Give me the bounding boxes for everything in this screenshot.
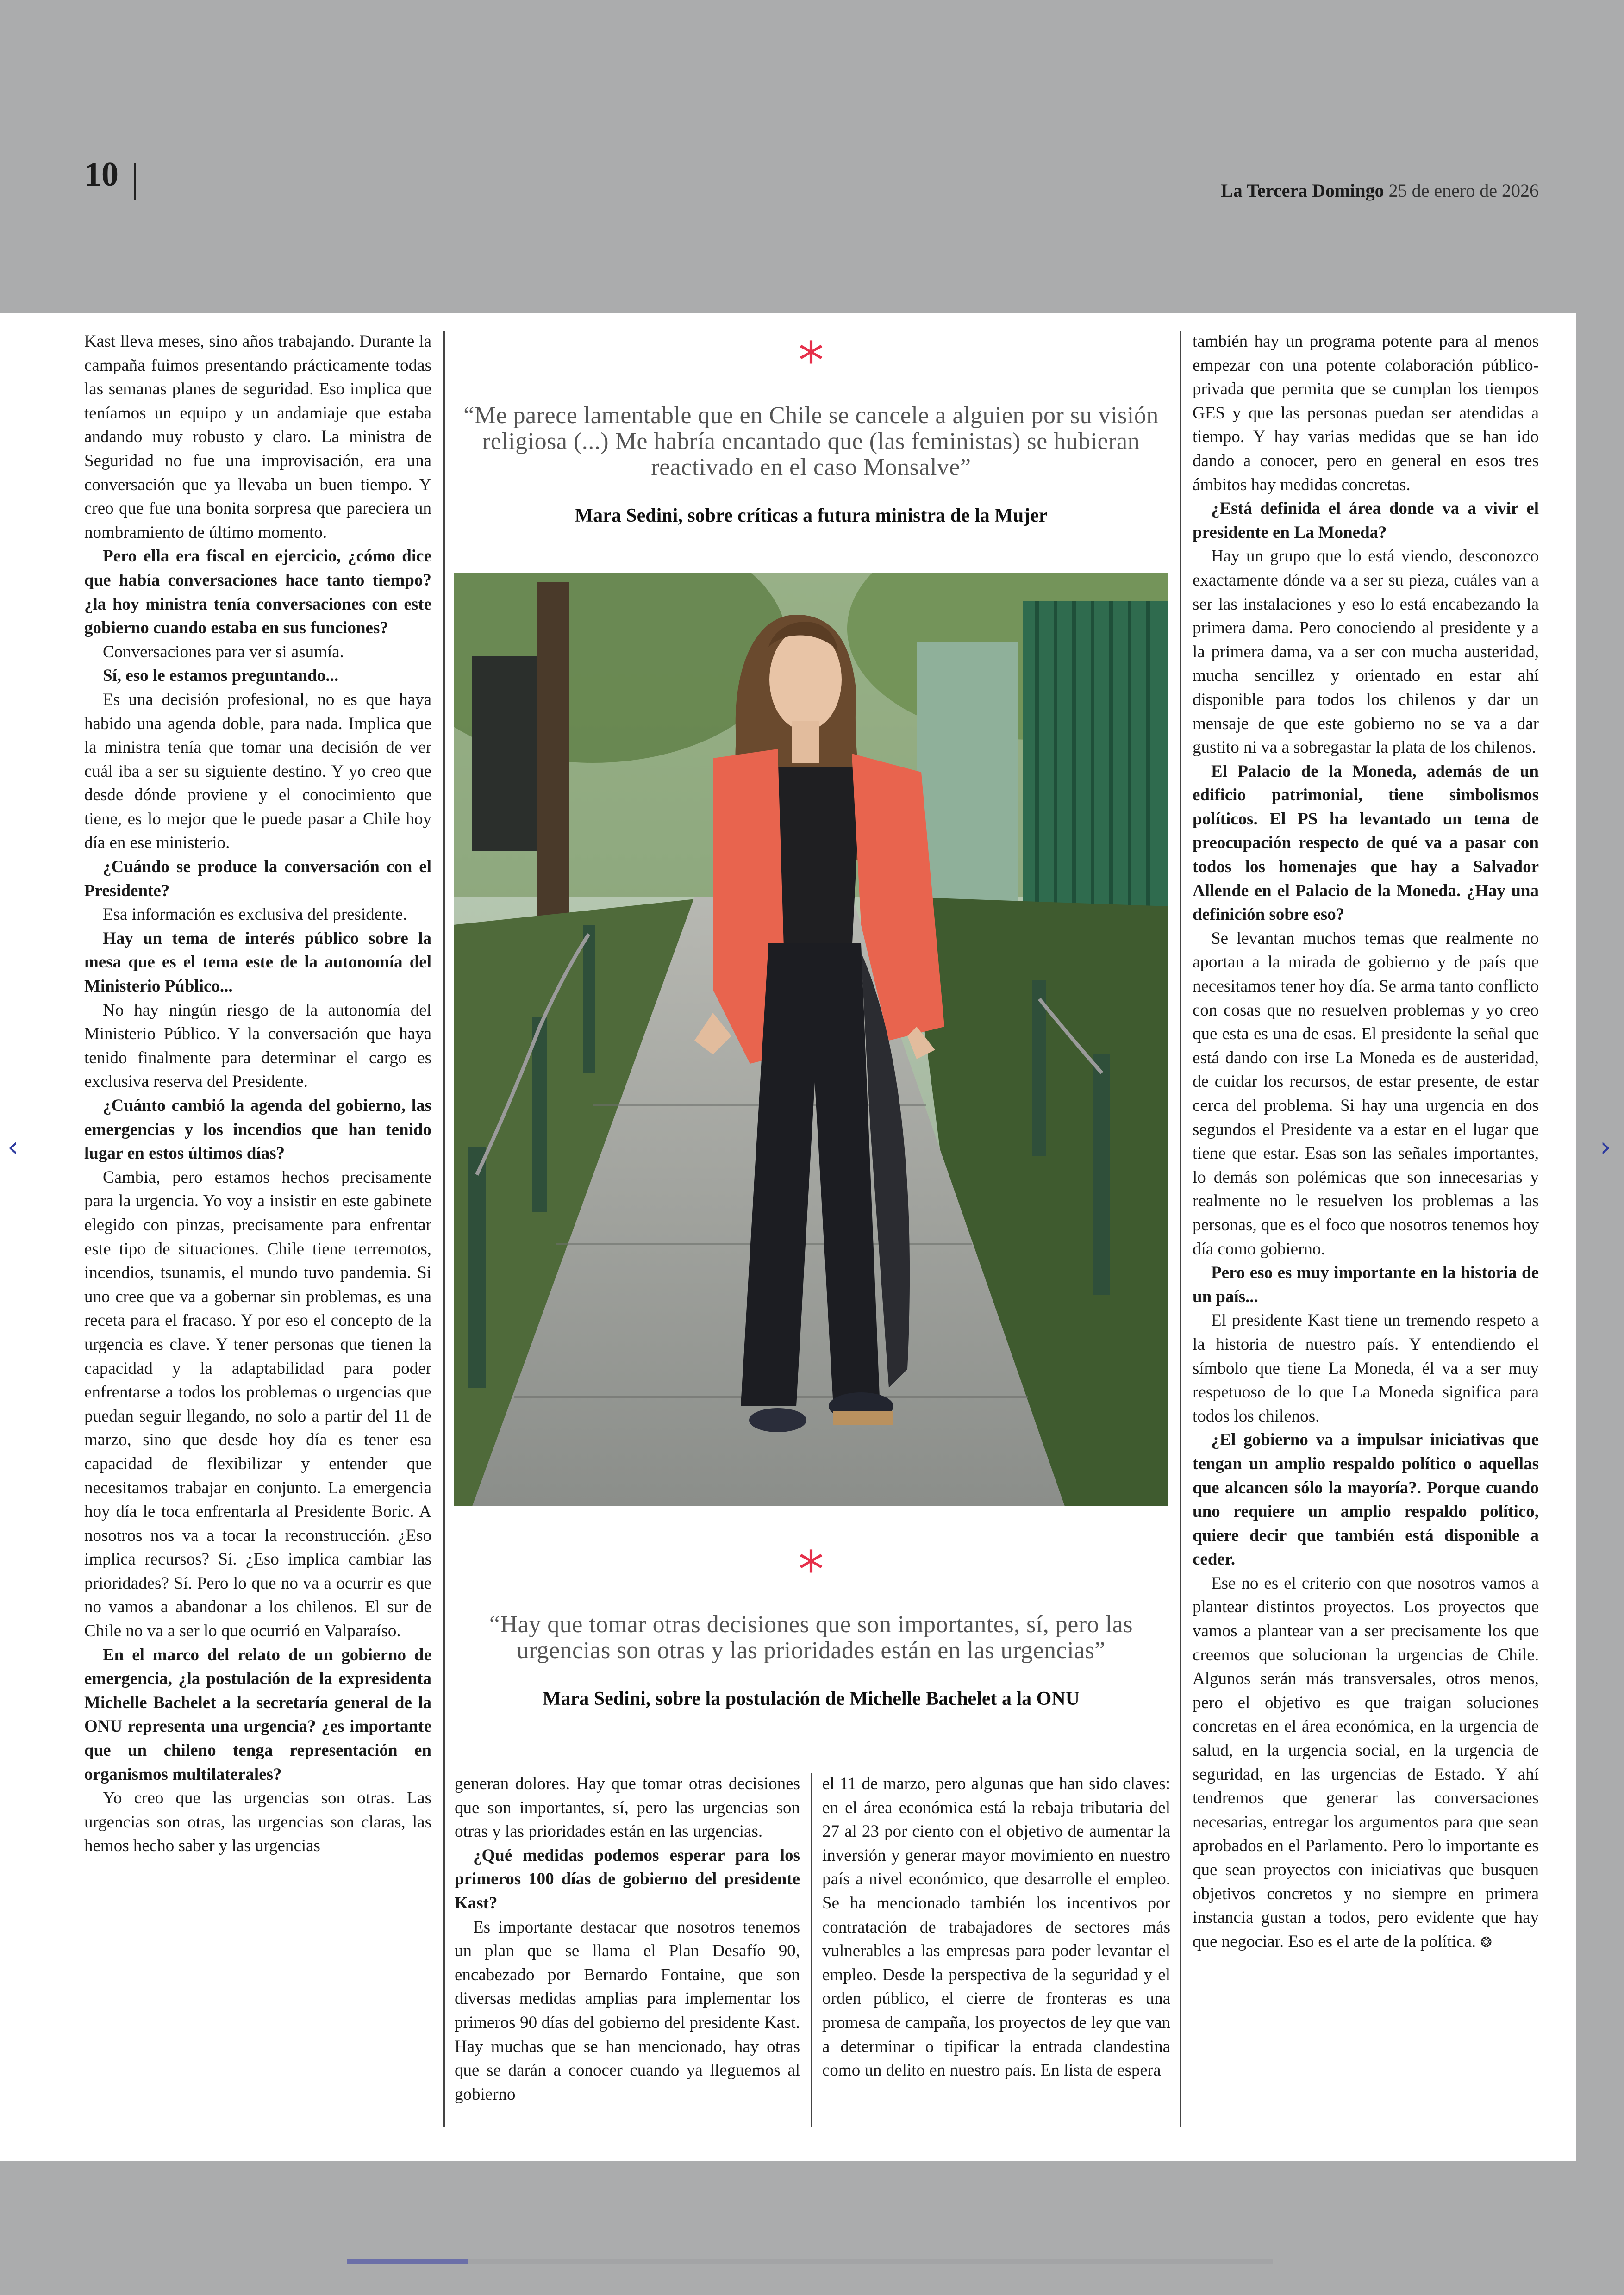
- interview-question: [84, 664, 431, 688]
- column-divider: [1180, 331, 1181, 2127]
- paragraph: [455, 1772, 800, 1844]
- paragraph-text: Pero ella era fiscal en ejercicio, ¿cómo dice que había conversaciones hace tanto tiempo? ¿la hoy ministra tenía conversaciones con este gobierno cuando estaba en sus funciones?: [84, 547, 431, 638]
- end-mark-icon: ❂: [1480, 1934, 1492, 1951]
- interview-question: [1193, 497, 1539, 544]
- paragraph-text: ¿Cuándo se produce la conversación con el Presidente?: [84, 857, 431, 900]
- paragraph-text: El Palacio de la Moneda, además de un edificio patrimonial, tiene simbolismos políticos. El PS ha levantado un tema de preocupación respecto de qué va a pasar con todos los homenajes que hay a Salvador Allende en el Palacio de la Moneda. ¿Hay una definición sobre eso?: [1193, 761, 1539, 924]
- column-divider: [443, 331, 445, 2127]
- paragraph-text: Ese no es el criterio con que nosotros vamos a plantear distintos proyectos. Los proyectos que vamos a plantear van a ser precisamente los que creemos que solucionan la urgencias de Chile. Algunos serán más transversales, otros menos, pero el objetivo es que traigan soluciones concretas en el área económica, en la urgencia de salud, en la urgencia social, en la urgencia de seguridad, en las urgencias de Estado. Y ahí tendremos que generar las conversaciones necesarias, entregar los argumentos para que sean aprobados en el Parlamento. Pero lo importante es que sean proyectos con iniciativas que busquen objetivos concretos y no siempre en primera instancia gustan a todos, pero evidente que hay que negociar. Eso es el arte de la política.: [1193, 1573, 1539, 1951]
- pull-quote-credit: Mara Sedini, sobre la postulación de Michelle Bachelet a la ONU: [542, 1688, 1080, 1709]
- interview-question: [84, 927, 431, 998]
- paragraph-text: el 11 de marzo, pero algunas que han sido claves: en el área económica está la rebaja tributaria del 27 al 23 por ciento con el objetivo de aumentar la inversión y generar mayor movimiento en nuestro país a nivel económico, que desarrolle el empleo. Se ha mencionado también los incentivos por contratación de trabajadores de sectores más vulnerables a las empresas para poder levantar el empleo. Desde la perspectiva de la seguridad y el orden público, el cierre de fronteras es una promesa de campaña, los proyectos de ley que van a determinar o tipificar la entrada clandestina como un delito en nuestro país. En lista de espera: [822, 1774, 1170, 2080]
- header-divider: [134, 163, 136, 200]
- paragraph: [1193, 927, 1539, 1261]
- pull-quote-1: [455, 331, 1168, 527]
- paragraph-text: No hay ningún riesgo de la autonomía del Ministerio Público. Y la conversación que haya tenido finalmente para determinar el cargo es exclusiva reserva del Presidente.: [84, 1000, 431, 1091]
- paragraph-text: ¿El gobierno va a impulsar iniciativas que tengan un amplio respaldo político o aquellas que alcancen sólo la mayoría?. Porque cuando uno requiere un amplio respaldo político, quiere decir que también está disponible a ceder.: [1193, 1430, 1539, 1569]
- paragraph: [84, 1786, 431, 1858]
- paragraph-text: El presidente Kast tiene un tremendo respeto a la historia de nuestro país. Y entendiendo el símbolo que tiene La Moneda, él va a ser muy respetuoso de lo que La Moneda significa para todos los chilenos.: [1193, 1311, 1539, 1426]
- paragraph: [455, 1915, 800, 2107]
- paragraph-text: también hay un programa potente para al menos empezar con una potente colaboración público-privada que permita que se cumplan los tiempos GES y que las personas puedan ser atendidas a tiempo. Y hay varias medidas que se han ido dando a conocer, pero en general en esos tres ámbitos hay medidas concretas.: [1193, 332, 1539, 494]
- paragraph: [84, 998, 431, 1094]
- paragraph: [84, 688, 431, 855]
- publication-info: [1221, 180, 1539, 201]
- paragraph: [84, 903, 431, 927]
- publication-name: La Tercera Domingo: [1221, 180, 1384, 201]
- interview-question: [84, 544, 431, 640]
- previous-page-icon[interactable]: ‹: [7, 1131, 19, 1163]
- interview-question: [455, 1844, 800, 1915]
- paragraph-text: Se levantan muchos temas que realmente no aportan a la mirada de gobierno y de país que necesitamos tener hoy día. Se arma tanto conflicto con cosas que no resuelven problemas y yo creo que esta es una de esas. El presidente la señal que está dando con irse La Moneda es de austeridad, de cuidar los recursos, de estar presente, de estar cerca del problema. Si hay una urgencia en dos segundos el Presidente va a estar en el lugar que tiene que estar. Esas son las señales importantes, lo demás son polémicas que son innecesarias y realmente no le resuelven los problemas a las personas, que es el foco que nosotros tenemos hoy día como gobierno.: [1193, 929, 1539, 1259]
- paragraph-text: Conversaciones para ver si asumía.: [103, 642, 344, 661]
- asterisk-icon: *: [798, 1540, 824, 1599]
- paragraph: [1193, 1572, 1539, 1955]
- next-page-icon[interactable]: ›: [1600, 1131, 1611, 1163]
- paragraph-text: Hay un tema de interés público sobre la mesa que es el tema este de la autonomía del Ministerio Público...: [84, 929, 431, 996]
- right-text-column: [1193, 330, 1539, 1954]
- paragraph-text: ¿Qué medidas podemos esperar para los primeros 100 días de gobierno del presidente Kast?: [455, 1846, 800, 1913]
- interview-question: [1193, 760, 1539, 927]
- paragraph: [1193, 1309, 1539, 1428]
- pull-quote-credit: Mara Sedini, sobre críticas a futura ministra de la Mujer: [575, 505, 1048, 526]
- interview-question: [1193, 1261, 1539, 1309]
- photo-mara-sedini: [454, 573, 1168, 1506]
- paragraph-text: En el marco del relato de un gobierno de emergencia, ¿la postulación de la expresidenta Michelle Bachelet a la secretaría general de la ONU representa una urgencia? ¿es importante que un chileno tenga representación en organismos multilaterales?: [84, 1645, 431, 1784]
- paragraph: [1193, 544, 1539, 759]
- interview-question: [1193, 1428, 1539, 1572]
- page-progress-bar[interactable]: [347, 2259, 1273, 2264]
- page-number: 10: [84, 156, 119, 193]
- paragraph-text: ¿Está definida el área donde va a vivir el presidente en La Moneda?: [1193, 499, 1539, 542]
- paragraph-text: Es una decisión profesional, no es que haya habido una agenda doble, para nada. Implica que la ministra tenía que tomar una decisión de ver cuál iba a ser su siguiente destino. Y yo creo que desde dónde proviene y el conocimiento que tiene, es lo mejor que le puede pasar a Chile hoy día en ese ministerio.: [84, 690, 431, 853]
- paragraph: [84, 1166, 431, 1643]
- middle-text-column-b: [822, 1772, 1170, 2083]
- pull-quote-2: [455, 1540, 1168, 1710]
- page-progress-fill: [347, 2259, 468, 2264]
- paragraph-text: Hay un grupo que lo está viendo, desconozco exactamente dónde va a ser su pieza, cuáles van a ser las instalaciones y eso lo está encabezando la primera dama. Pero conociendo al presidente y a la primera dama, va a ser con mucha austeridad, mucha sencillez y orientado en estar ahí disponible para todos los chilenos y dar un mensaje de que este gobierno no se va a dar gustito ni va a sobregastar la plata de los chilenos.: [1193, 547, 1539, 757]
- interview-question: [84, 1643, 431, 1787]
- paragraph: [84, 330, 431, 544]
- portrait-photo: [454, 573, 1168, 1506]
- paragraph-text: Cambia, pero estamos hechos precisamente para la urgencia. Yo voy a insistir en este gabinete elegido con pinzas, precisamente para enfrentar este tipo de situaciones. Chile tiene terremotos, incendios, tsunamis, el mundo tuvo pandemia. Si uno cree que va a gobernar sin problemas, es una receta para el fracaso. Y por eso el concepto de la urgencia es clave. Y tener personas que tienen la capacidad y la adaptabilidad para poder enfrentarse a todos los problemas o urgencias que puedan seguir llegando, no solo a partir del 11 de marzo, sino que desde hoy día es tener esa capacidad de flexibilizar y entender que necesitamos trabajar en conjunto. La emergencia hoy día le toca enfrentarla al Presidente Boric. A nosotros nos va a tocar la reconstrucción. ¿Eso implica recursos? Sí. ¿Eso implica cambiar las prioridades? Sí. Pero lo que no va a ocurrir es que no vamos a abandonar a los chilenos. El sur de Chile no va a ser lo que ocurrió en Valparaíso.: [84, 1167, 431, 1641]
- paragraph: [1193, 330, 1539, 497]
- paragraph-text: Kast lleva meses, sino años trabajando. Durante la campaña fuimos presentando prácticamente todas las semanas planes de seguridad. Eso implica que teníamos un equipo y un andamiaje que estaba andando muy robusto y claro. La ministra de Seguridad no fue una improvisación, era una conversación que ya llevaba un buen tiempo. Y creo que fue una bonita sorpresa que pareciera un nombramiento de último momento.: [84, 332, 431, 542]
- asterisk-icon: *: [798, 331, 824, 390]
- pull-quote-text: “Me parece lamentable que en Chile se cancele a alguien por su visión religiosa (...) Me habría encantado que (las feministas) se hubieran reactivado en el caso Monsalve”: [463, 402, 1159, 480]
- paragraph-text: Pero eso es muy importante en la historia de un país...: [1193, 1263, 1539, 1306]
- paragraph: [822, 1772, 1170, 2083]
- interview-question: [84, 1094, 431, 1166]
- interview-question: [84, 855, 431, 903]
- paragraph-text: Yo creo que las urgencias son otras. Las urgencias son otras, las urgencias son claras, las hemos hecho saber y las urgencias: [84, 1789, 431, 1856]
- paragraph-text: Sí, eso le estamos preguntando...: [103, 666, 339, 686]
- paragraph-text: ¿Cuánto cambió la agenda del gobierno, las emergencias y los incendios que han tenido lugar en estos últimos días?: [84, 1096, 431, 1163]
- pull-quote-text: “Hay que tomar otras decisiones que son importantes, sí, pero las urgencias son otras y las prioridades están en las urgencias”: [489, 1611, 1133, 1664]
- paragraph: [84, 640, 431, 664]
- left-text-column: [84, 330, 431, 1858]
- middle-text-column-a: [455, 1772, 800, 2106]
- paragraph-text: generan dolores. Hay que tomar otras decisiones que son importantes, sí, pero las urgencias son otras y las prioridades están en las urgencias.: [455, 1774, 800, 1841]
- column-divider: [811, 1773, 812, 2127]
- paragraph-text: Esa información es exclusiva del presidente.: [103, 905, 407, 924]
- article-page: [0, 313, 1576, 2161]
- publication-date: 25 de enero de 2026: [1388, 180, 1539, 201]
- paragraph-text: Es importante destacar que nosotros tenemos un plan que se llama el Plan Desafío 90, encabezado por Bernardo Fontaine, que son diversas medidas amplias para implementar los primeros 90 días del gobierno del presidente Kast. Hay muchas que se han mencionado, hay otras que se darán a conocer cuando ya lleguemos al gobierno: [455, 1917, 800, 2104]
